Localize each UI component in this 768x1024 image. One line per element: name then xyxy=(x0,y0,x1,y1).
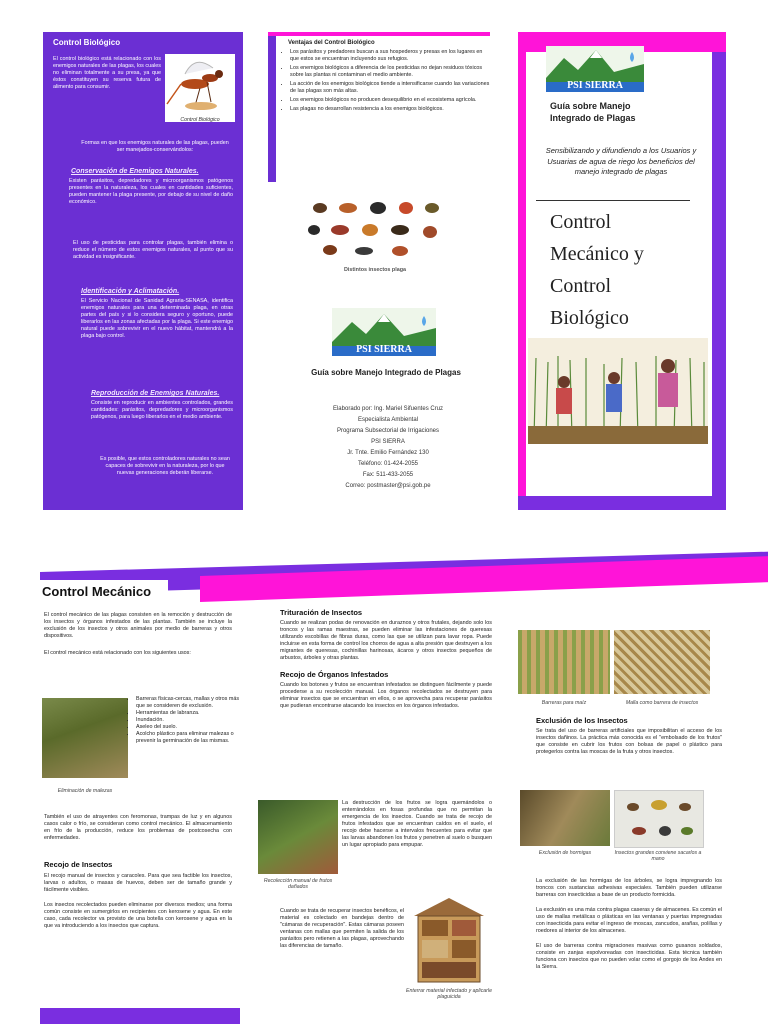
ventaja-item: • Las plagas no desarrollan resistencia a los enemigos biológicos. xyxy=(290,106,490,113)
middle-purple-strip xyxy=(268,32,276,182)
ants-caption: Exclusión de hormigas xyxy=(538,850,592,856)
use-item: • Herramientas de labranza. xyxy=(136,710,244,717)
cover-divider xyxy=(536,200,690,201)
insect-hotel-caption: Enterrar material infectado y aplicarle plaguicida xyxy=(406,988,492,1000)
ventajas-list xyxy=(280,49,490,113)
credit-line: Especialista Ambiental xyxy=(357,417,419,423)
trituracion-heading: Trituración de Insectos xyxy=(280,608,363,617)
credit-line: PSI SIERRA xyxy=(371,439,405,445)
weed-caption: Eliminación de malezas xyxy=(57,788,113,794)
panel-title: Control Biológico xyxy=(53,38,121,47)
col2-trituracion: Cuando se realizan podas de renovación en duraznos y otros frutales, dejando solo los troncos y las ramas maestras, se pueden eliminar las infestaciones de queresas utilizando escobillas de fibras duras, como las que se utilizan para lavar ropa. Puede incluirse en esta forma de control los chorros de agua a alta presión que destruyen a los migrantes de queresas, cochinillas harinosas, ácaros y otros insectos pequeños de arbustos, árboles y otras plantas. xyxy=(280,620,492,661)
column-3-lower xyxy=(536,878,722,971)
cover-big-title: Control Mecánico y Control Biológico xyxy=(550,211,644,329)
psi-logo-cover xyxy=(546,46,644,92)
use-item: • Barreras físicas-cercas, mallas y otros más que se consideren de exclusión. xyxy=(136,696,244,710)
pesticidas-text: El uso de pesticidas para controlar plagas, también elimina o reduce el número de estos enemigos naturales, al punto que su actividad es insignificante. xyxy=(73,240,233,260)
logo-text: PSI SIERRA xyxy=(356,344,412,355)
heading-conservacion: Conservación de Enemigos Naturales. xyxy=(71,168,199,175)
heading-reproduccion: Reproducción de Enemigos Naturales. xyxy=(91,390,220,397)
column-1 xyxy=(44,612,232,657)
insect-hotel-image xyxy=(408,896,490,986)
use-item: • Acolcho plástico para eliminar malezas o prevenir la germinación de las mismas. xyxy=(136,731,244,745)
col1-recolectados: Los insectos recolectados pueden eliminarse por diversos medios; una forma común consiste en sumergirlos en recipientes con kerosene y agua. En este caso, cada recolector va provisto de una botella con kerosene y agua en la que va introduciendo a los insectos que captura. xyxy=(44,902,232,929)
col3-almacenes: La exclusión es una más contra plagas caseras y de almacenes. Es común el uso de mallas metálicas o plásticas en las ventanas y puertas impregnadas con insecticida para evitar el ingreso de moscas, zancudos, arañas, polillas y roedores al interior de los almacenes. xyxy=(536,907,722,934)
cover-purple-right xyxy=(712,52,726,510)
ventaja-item: • Los enemigos biológicos a diferencia de los pesticidas no dejan residuos tóxicos sobre las plantas ni contaminan el medio ambiente. xyxy=(290,65,490,79)
farmers-illustration xyxy=(528,338,708,444)
ventajas-title: Ventajas del Control Biológico xyxy=(288,40,375,46)
col1-atrayentes: También el uso de atrayentes con feromonas, trampas de luz y en algunos casos calor o frío, se consideran como control mecánico. El almacenamiento en frío de la producción, reduce los problemas de postcosecha con enfermedades. xyxy=(44,814,232,841)
column-2 xyxy=(280,608,492,710)
fruit-caption: Recolección manual de frutos dañados xyxy=(263,878,333,890)
col3-migraciones: El uso de barreras contra migraciones masivas como gusanos soldados, consiste en zanjas espolvoreadas con insecticidas. Esta técnica también funciona con insectos que no pueden volar como el gorgojo de los Andes en la Sierra. xyxy=(536,943,722,970)
cover-subtitle: Sensibilizando y difundiendo a los Usuarios y Usuarias de agua de riego los beneficios del manejo integrado de plagas xyxy=(545,146,697,176)
middle-guide-title: Guía sobre Manejo Integrado de Plagas xyxy=(311,368,461,377)
credit-line: Teléfono: 01-424-2055 xyxy=(357,461,419,467)
exclusion-heading: Exclusión de los Insectos xyxy=(536,716,628,725)
credit-line: Fax: 511-433-2055 xyxy=(362,472,414,478)
cover-guide-title: Guía sobre Manejo Integrado de Plagas xyxy=(550,101,636,123)
col1-intro: El control mecánico de las plagas consisten en la remoción y destrucción de los insectos y órganos infestados de las plantas. También se incluye la exclusión de los insectos y otros animales por medio de barreras y otros dispositivos. xyxy=(44,612,232,639)
ventaja-item: • Los enemigos biológicos no producen desequilibrio en el ecosistema agrícola. xyxy=(290,97,490,104)
corn-caption: Barreras para maíz xyxy=(541,700,587,706)
psi-logo-middle xyxy=(332,308,436,356)
ventaja-item: • Los parásitos y predadores buscan a sus hospederos y presas en los lugares en que estos se encuentran incluyendo sus refugios. xyxy=(290,49,490,63)
posible-text: Es posible, que estos controladores naturales no sean capaces de sobrevivir en la naturaleza, por lo que nuevas generaciones deberán liberarse. xyxy=(100,456,230,476)
cover-purple-bottom xyxy=(518,496,726,510)
logo-text: PSI SIERRA xyxy=(567,80,623,91)
fruit-collection-photo xyxy=(258,800,338,874)
corn-barrier-photo xyxy=(518,630,610,694)
col2-camaras: Cuando se trata de recuperar insectos benéficos, el material es colectado en bandejas dentro de "cámaras de recuperación". Estas cámaras poseen ventanas con mallas que permiten la salida de los parásitos pero retienen a las plagas, aprovechando las diferencias de tamaño. xyxy=(280,908,404,949)
intro-text: El control biológico está relacionado con los enemigos naturales de las plagas, los cuales no eliminan totalmente a su presa, ya que éstos constituyen su reserva futura de alimento para consumir. xyxy=(53,56,161,90)
insects-caption: Distintos insectos plaga xyxy=(343,267,406,273)
uses-list xyxy=(126,696,244,745)
credit-line: Correo: postmaster@psi.gob.pe xyxy=(345,483,431,489)
page2-heading-box xyxy=(40,580,168,604)
forms-text: Formas en que los enemigos naturales de las plagas, pueden ser manejados-conservándolos: xyxy=(81,140,229,153)
credit-line: Elaborado por: Ing. Mariel Sifuentes Cruz xyxy=(332,406,444,412)
cover-pink-left xyxy=(518,32,526,510)
col3-hormigas: La exclusión de las hormigas de los árboles, se logra impregnando los troncos con sustancias adhesivas especiales. También pueden utilizarse barreras con insecticidas a base de un producto formicida. xyxy=(536,878,722,898)
insects-collection-photo xyxy=(614,790,704,848)
column-3 xyxy=(536,716,722,756)
col2-recojo-organos: Cuando los botones y frutos se encuentran infestados se distinguen fácilmente y puede procederse a su recolección manual. Los órganos recolectados se destruyen para eliminar insectos que se encuentran en ellos, o se aprovecha para recuperar parásitos que pudieran encontrarse atacando los insectos en los órganos infestados. xyxy=(280,682,492,709)
reproduccion-text: Consiste en reproducir en ambientes controlados, grandes cantidades: parásitos, depredadores y microorganismos patógenos, para luego liberarlos en el medio ambiente. xyxy=(91,400,233,420)
column-1-lower xyxy=(44,814,232,930)
use-item: • Aseleo del suelo. xyxy=(136,724,244,731)
col3-exclusion: Se trata del uso de barreras artificiales que imposibilitan el acceso de los insectos dañinos. La práctica más conocida es el "embolsado de los frutos" que consiste en cubrir los frutos con bolsas de papel o plástico para protegerlos contra las moscas de la fruta y otros insectos. xyxy=(536,728,722,755)
ventaja-item: • La acción de los enemigos biológicos tiende a intensificarse cuando las variaciones de las plagas son más altas. xyxy=(290,81,490,95)
page2-bottom-purple xyxy=(40,1008,240,1024)
ant-exclusion-photo xyxy=(520,790,610,846)
credits-block xyxy=(296,404,480,492)
wasp-caption: Control Biológico xyxy=(180,117,220,123)
credit-line: Jr. Tnte. Emilio Fernández 130 xyxy=(347,450,429,456)
wasp-image xyxy=(165,54,235,122)
col1-recojo: El recojo manual de insectos y caracoles. Para que sea factible los insectos, larvas o adultos, o masas de huevos, deben ser de tamaño grande y fácilmente visibles. xyxy=(44,873,232,893)
control-mecanico-heading: Control Mecánico xyxy=(42,584,152,599)
large-insects-caption: Insectos grandes conviene sacarlos a mano xyxy=(614,850,702,862)
weed-photo xyxy=(42,698,128,778)
ventajas-section xyxy=(280,40,490,115)
mesh-caption: Malla como barrera de insectos xyxy=(625,700,699,706)
mesh-barrier-photo xyxy=(614,630,710,694)
recojo-heading: Recojo de Insectos xyxy=(44,860,113,869)
control-biologico-panel xyxy=(43,32,243,510)
recojo-organos-heading: Recojo de Órganos Infestados xyxy=(280,670,389,679)
col1-uses: El control mecánico está relacionado con los siguientes usos: xyxy=(44,650,191,656)
credit-line: Programa Subsectorial de Irrigaciones xyxy=(336,428,440,434)
heading-identificacion: Identificación y Aclimatación. xyxy=(81,288,180,295)
middle-pink-bar xyxy=(268,32,490,36)
use-item: • Inundación. xyxy=(136,717,244,724)
identificacion-text: El Servicio Nacional de Sanidad Agraria-SENASA, identifica enemigos naturales para una determinada plaga, en otras partes del país y si lo considera seguro y oportuno, puede liberarlos en las zonas afectadas por la plaga. Si este enemigo natural puede sobrevivir en el nuevo hábitat, mantendrá a la plaga bajo control. xyxy=(81,298,233,339)
col2-destruccion: La destrucción de los frutos se logra quemándolos o enterrándolos en fosas profundas que no permitan la emergencia de los insectos. Cuando se trata de recojo de frutos infestados que se encuentran caídos en el suelo, el recojo debe hacerse a intervalos frecuentes para evitar que las larvas abandonen los frutos y penetren al suelo o busquen un lugar apropiado para empupar. xyxy=(342,800,492,848)
insects-illustration xyxy=(300,196,450,274)
conservacion-text: Existen parásitos, depredadores y microorganismos patógenos presentes en la naturaleza, los cuales en cantidades suficientes, pueden mantener la plaga presente, por debajo de su nivel de daño económico. xyxy=(69,178,233,205)
